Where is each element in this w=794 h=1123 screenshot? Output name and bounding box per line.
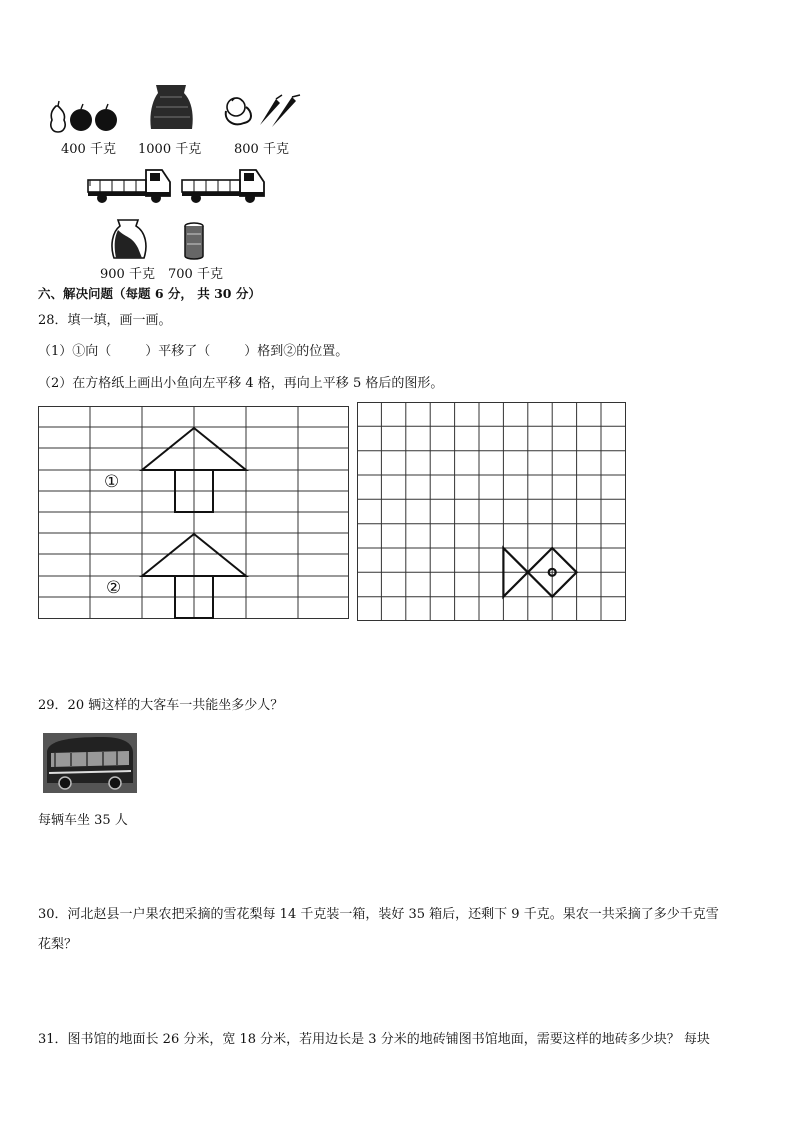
fruit-weight: 400 千克 (61, 142, 116, 157)
translation-grid (38, 406, 350, 620)
sack-icon (148, 83, 196, 131)
q31-line1: 31．图书馆的地面长 26 分米，宽 18 分米，若用边长是 3 分米的地砖铺图书馆地面，需要这样的地砖多少块？ 每块 (38, 1032, 710, 1047)
fish-grid[interactable] (357, 402, 627, 622)
shape-mark-1: ① (104, 472, 120, 492)
q30-line1: 30．河北赵县一户果农把采摘的雪花梨每 14 千克装一箱，装好 35 箱后，还剩下 9 千克。果农一共采摘了多少千克雪 (38, 907, 719, 922)
q28-part1-a: （1）①向（ (38, 344, 112, 359)
sack-small-icon (108, 218, 152, 262)
bus-icon (43, 733, 137, 793)
q29-caption: 每辆车坐 35 人 (38, 813, 128, 828)
vegetable-weight: 800 千克 (234, 142, 289, 157)
truck-icon (180, 164, 268, 206)
vegetable-icon (220, 93, 302, 131)
sack-small-weight: 900 千克 (100, 267, 155, 282)
q28-stem: 28．填一填，画一画。 (38, 313, 172, 328)
q28-part1-c: ）格到②的位置。 (244, 344, 349, 359)
sack-weight: 1000 千克 (138, 142, 202, 157)
q28-part2: （2）在方格纸上画出小鱼向左平移 4 格，再向上平移 5 格后的图形。 (38, 376, 444, 391)
q28-part1-b: ）平移了（ (145, 344, 211, 359)
q28-part1 (38, 343, 348, 361)
shape-mark-2: ② (106, 578, 122, 598)
section-title: 六、解决问题（每题 6 分， 共 30 分） (38, 286, 261, 301)
barrel-weight: 700 千克 (168, 267, 223, 282)
fruit-icon (46, 100, 121, 134)
q29-stem: 29．20 辆这样的大客车一共能坐多少人？ (38, 698, 284, 713)
truck-icon (86, 164, 174, 206)
q30-line2: 花梨？ (38, 937, 78, 952)
barrel-icon (183, 222, 205, 262)
